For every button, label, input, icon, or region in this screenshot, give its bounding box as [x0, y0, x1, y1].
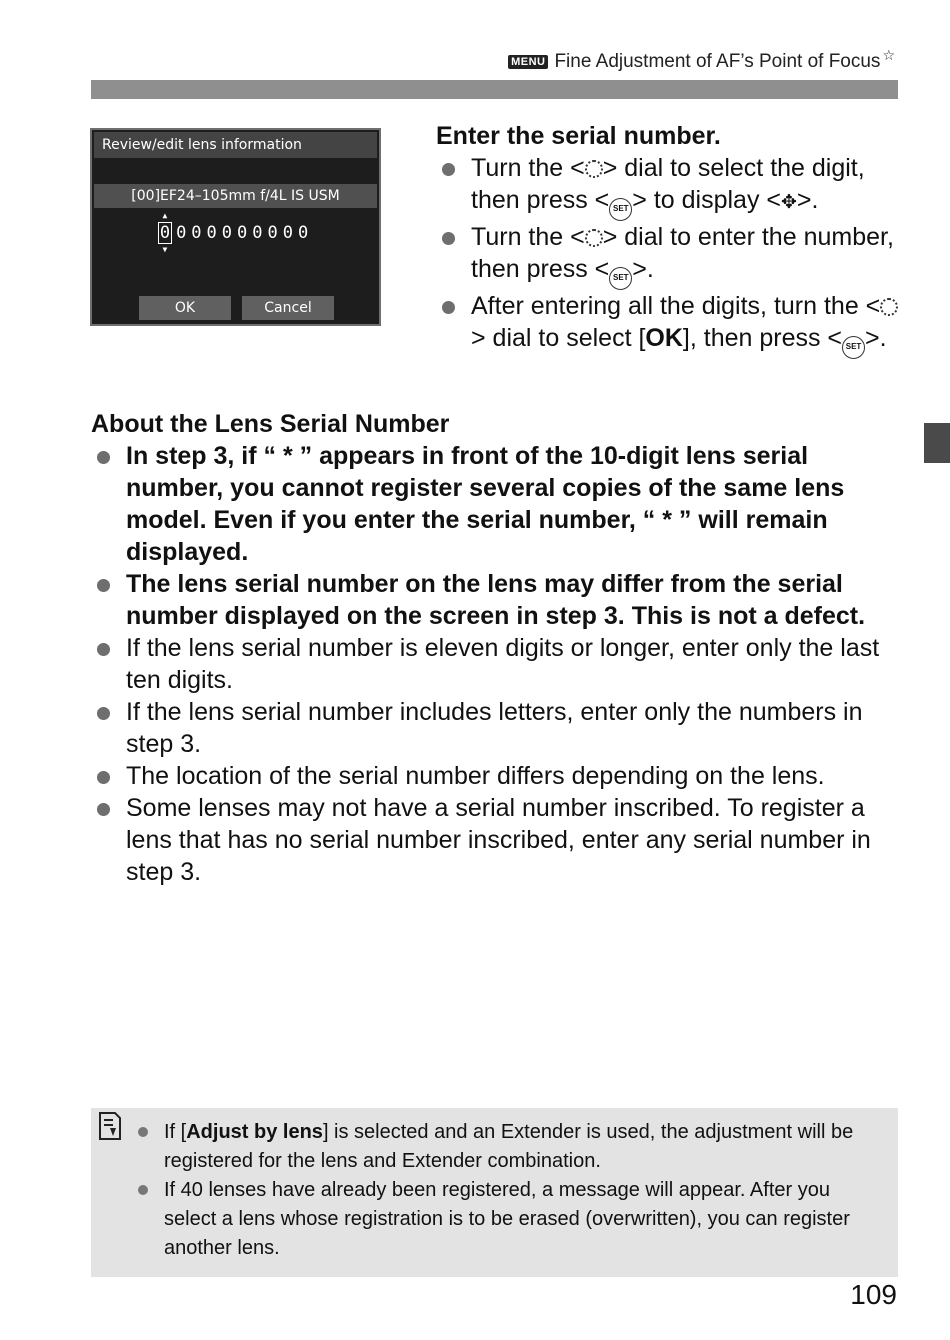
set-button-icon: SET: [842, 336, 865, 359]
list-item: The lens serial number on the lens may differ from the serial number displayed on the screen in step 3. This is not a defect.: [91, 568, 901, 632]
note-icon: [97, 1110, 123, 1142]
step-title: Enter the serial number.: [436, 122, 721, 150]
lcd-screen: [90, 128, 381, 326]
page-number: 109: [850, 1279, 897, 1310]
list-item: If the lens serial number includes letters, enter only the numbers in step 3.: [91, 696, 901, 760]
note-item: If 40 lenses have already been registered, a message will appear. After you select a lens whose registration is to be erased (overwritten), you can register another lens.: [128, 1176, 878, 1263]
lcd-serial-rest: 000000000: [176, 223, 314, 243]
down-arrow-icon: ▼: [162, 245, 168, 254]
lcd-lens-name: [00]EF24–105mm f/4L IS USM: [94, 184, 377, 208]
header-title: Fine Adjustment of AF’s Point of Focus: [554, 51, 881, 72]
about-heading: About the Lens Serial Number: [91, 410, 450, 438]
instruction-item: Turn the < > dial to select the digit, then press < SET > to display <✥>.: [436, 152, 906, 221]
list-item: If the lens serial number is eleven digits or longer, enter only the last ten digits.: [91, 632, 901, 696]
instruction-list: [436, 152, 906, 359]
set-button-icon: SET: [609, 198, 632, 221]
main-dial-icon: [585, 160, 603, 178]
note-item: If [Adjust by lens] is selected and an Extender is used, the adjustment will be registered for the lens and Extender combination.: [128, 1118, 878, 1176]
main-dial-icon: [585, 229, 603, 247]
header-rule: [91, 80, 898, 99]
star-icon: ☆: [882, 47, 895, 63]
chapter-tab: [924, 423, 950, 463]
instruction-item: After entering all the digits, turn the <> dial to select [OK], then press < SET >.: [436, 290, 906, 359]
about-section: [91, 408, 901, 888]
instruction-item: Turn the < > dial to enter the number, then press < SET >.: [436, 221, 906, 290]
list-item: The location of the serial number differs depending on the lens.: [91, 760, 901, 792]
lcd-serial-number: [158, 211, 314, 254]
list-item: Some lenses may not have a serial number inscribed. To register a lens that has no serial number inscribed, enter any serial number in step 3.: [91, 792, 901, 888]
lcd-cancel-button: Cancel: [242, 296, 334, 320]
about-list: [91, 440, 901, 888]
up-arrow-icon: ▲: [162, 211, 168, 220]
list-item: In step 3, if “ * ” appears in front of the 10-digit lens serial number, you cannot register several copies of the same lens model. Even if you enter the serial number, “ * ” will remain displayed.: [91, 440, 901, 568]
cross-keys-icon: ✥: [781, 192, 797, 213]
lcd-title: Review/edit lens information: [94, 132, 377, 158]
instructions: [436, 120, 906, 359]
lcd-ok-button: OK: [139, 296, 231, 320]
note-list: [128, 1118, 878, 1263]
lcd-selected-digit: ▲ 0 ▼: [159, 211, 171, 254]
running-header: [508, 47, 895, 73]
main-dial-icon: [880, 298, 898, 316]
set-button-icon: SET: [609, 267, 632, 290]
note-box: [91, 1108, 898, 1277]
menu-icon: MENU: [508, 55, 548, 69]
